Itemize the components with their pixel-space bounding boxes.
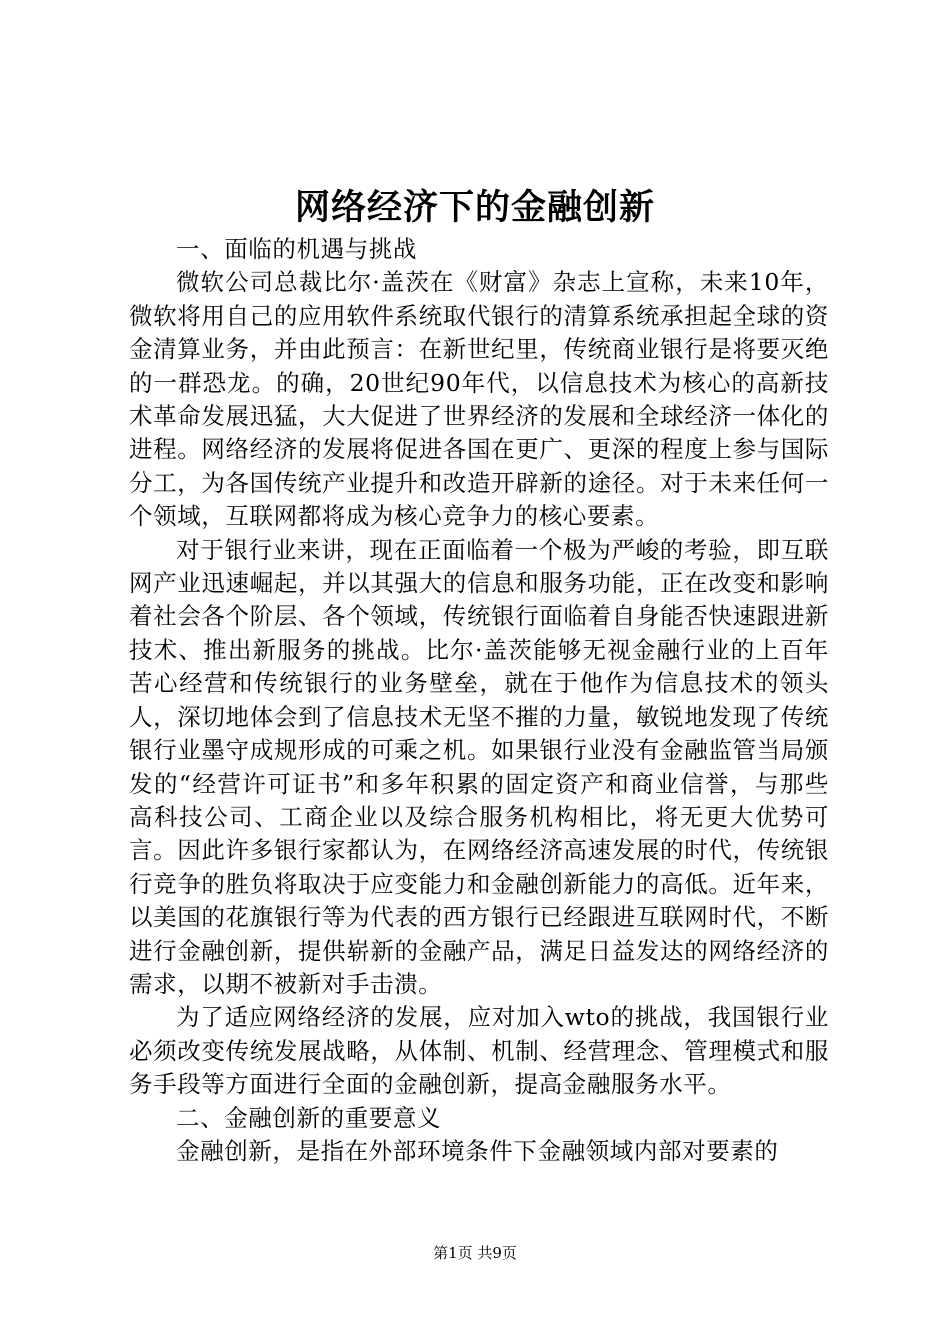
page-number-footer: 第1页 共9页	[433, 1244, 517, 1262]
paragraph-1: 微软公司总裁比尔·盖茨在《财富》杂志上宣称，未来10年，微软将用自己的应用软件系统取代银行的清算系统承担起全球的资金清算业务，并由此预言：在新世纪里，传统商业银行是将要灭绝的一群恐龙。的确，20世纪90年代，以信息技术为核心的高新技术革命发展迅猛，大大促进了世界经济的发展和全球经济一体化的进程。网络经济的发展将促进各国在更广、更深的程度上参与国际分工，为各国传统产业提升和改造开辟新的途径。对于未来任何一个领域，互联网都将成为核心竞争力的核心要素。	[129, 268, 829, 531]
section-heading-2: 二、金融创新的重要意义	[176, 1103, 442, 1132]
paragraph-4: 金融创新，是指在外部环境条件下金融领域内部对要素的	[176, 1136, 779, 1165]
section-heading-1: 一、面临的机遇与挑战	[176, 235, 417, 263]
paragraph-3: 为了适应网络经济的发展，应对加入wto的挑战，我国银行业必须改变传统发展战略，从体制、机制、经营理念、管理模式和服务手段等方面进行全面的金融创新，提高金融服务水平。	[129, 1003, 829, 1099]
document-body	[129, 233, 829, 1168]
document-title: 网络经济下的金融创新	[294, 187, 655, 228]
paragraph-2: 对于银行业来讲，现在正面临着一个极为严峻的考验，即互联网产业迅速崛起，并以其强大的信息和服务功能，正在改变和影响着社会各个阶层、各个领域，传统银行面临着自身能否快速跟进新技术、推出新服务的挑战。比尔·盖茨能够无视金融行业的上百年苦心经营和传统银行的业务壁垒，就在于他作为信息技术的领头人，深切地体会到了信息技术无坚不摧的力量，敏锐地发现了传统银行业墨守成规形成的可乘之机。如果银行业没有金融监管当局颁发的“经营许可证书”和多年积累的固定资产和商业信誉，与那些高科技公司、工商企业以及综合服务机构相比，将无更大优势可言。因此许多银行家都认为，在网络经济高速发展的时代，传统银行竞争的胜负将取决于应变能力和金融创新能力的高低。近年来，以美国的花旗银行等为代表的西方银行已经跟进互联网时代，不断进行金融创新，提供崭新的金融产品，满足日益发达的网络经济的需求，以期不被新对手击溃。	[129, 535, 829, 998]
